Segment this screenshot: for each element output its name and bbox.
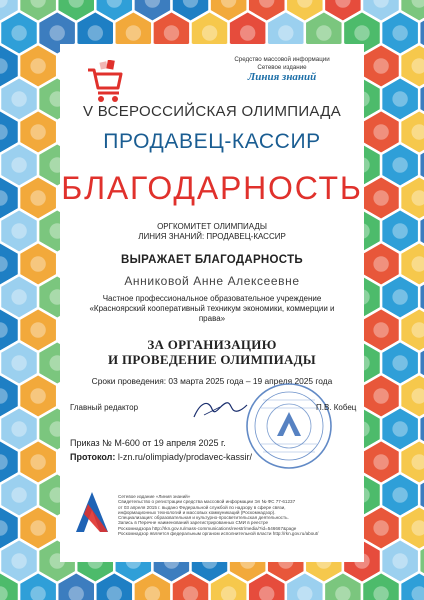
signature-name: П.В. Кобец [316,403,357,412]
border-hexagon-glyph [373,520,388,535]
border-hexagon-glyph [392,25,407,40]
border-hexagon-glyph [30,520,45,535]
border-hexagon-glyph [373,322,388,337]
signature-role: Главный редактор [70,403,139,412]
border-hexagon-glyph [164,25,179,40]
smi-label: Средство массовой информации [234,56,330,63]
border-hexagon-glyph [50,25,65,40]
border-hexagon-glyph [354,25,369,40]
institution-line-3: права» [198,314,226,323]
border-hexagon-glyph [30,322,45,337]
committee-line-2: ЛИНИЯ ЗНАНИЙ: ПРОДАВЕЦ-КАССИР [138,232,286,241]
border-hexagon-glyph [30,388,45,403]
border-hexagon-glyph [392,487,407,502]
signature-scribble [190,395,250,425]
border-hexagon-glyph [11,553,26,568]
recipient-name: Анниковой Анне Алексеевне [124,274,300,288]
border-hexagon-glyph [11,421,26,436]
border-hexagon-glyph [202,25,217,40]
border-hexagon-glyph [240,25,255,40]
reason-line-1: ЗА ОРГАНИЗАЦИЮ [147,337,277,352]
certificate-type: БЛАГОДАРНОСТЬ [61,170,363,206]
institution-line-1: Частное профессиональное образовательное учреждение [102,294,322,303]
dates: Сроки проведения: 03 марта 2025 года – 19 апреля 2025 года [91,376,333,386]
border-hexagon-glyph [88,25,103,40]
expresses-heading: ВЫРАЖАЕТ БЛАГОДАРНОСТЬ [121,254,303,266]
border-hexagon-glyph [11,25,26,40]
institution-line-2: «Красноярский кооперативный техникум экономики, коммерции и [89,304,335,313]
border-hexagon-glyph [316,25,331,40]
border-hexagon-glyph [30,58,45,73]
round-stamp-icon [243,380,335,472]
profession-title: ПРОДАВЕЦ-КАССИР [103,130,321,153]
protocol-label: Протокол: [70,452,116,462]
border-hexagon-glyph [11,487,26,502]
border-hexagon-glyph [278,25,293,40]
border-hexagon-glyph [373,58,388,73]
edition-label: Сетевое издание [257,64,307,71]
border-hexagon-glyph [373,454,388,469]
footer-registration-text: Сетевое издание «Линия знаний» Свидетельство о регистрации средства массовой информации Эл № ФС 77-61237 от 03 апреля 2015 г. выдано Федеральной службой по надзору в сфере связи, информационных технологий и массовых коммуникаций (Роскомнадзор). Специализация: образовательная и культурно-просветительская деятельность. Запись в Перечне наименований зарегистрированных СМИ в реестре Роскомнадзора http://rkn.gov.ru/mass-communications/reestr/media/?id=546667&page Роскомнадзор является федеральным органом исполнительной власти http://rkn.gov.ru/about/ [118,494,319,537]
brand-name: Линия знаний [247,71,317,83]
committee-line-1: ОРГКОМИТЕТ ОЛИМПИАДЫ [157,222,267,231]
border-hexagon-glyph [392,553,407,568]
order-label: Приказ № М-600 от 19 апреля 2025 г. [70,438,226,448]
logo-l-icon [70,486,114,540]
border-hexagon-glyph [392,421,407,436]
border-hexagon-glyph [373,388,388,403]
reason-line-2: И ПРОВЕДЕНИЕ ОЛИМПИАДЫ [107,352,316,367]
border-hexagon-glyph [126,25,141,40]
border-hexagon-glyph [30,454,45,469]
olympiad-number-title: V ВСЕРОССИЙСКАЯ ОЛИМПИАДА [82,103,341,120]
protocol-link[interactable]: l-zn.ru/olimpiady/prodavec-kassir/ [117,452,252,462]
shopping-cart-icon [86,60,126,104]
